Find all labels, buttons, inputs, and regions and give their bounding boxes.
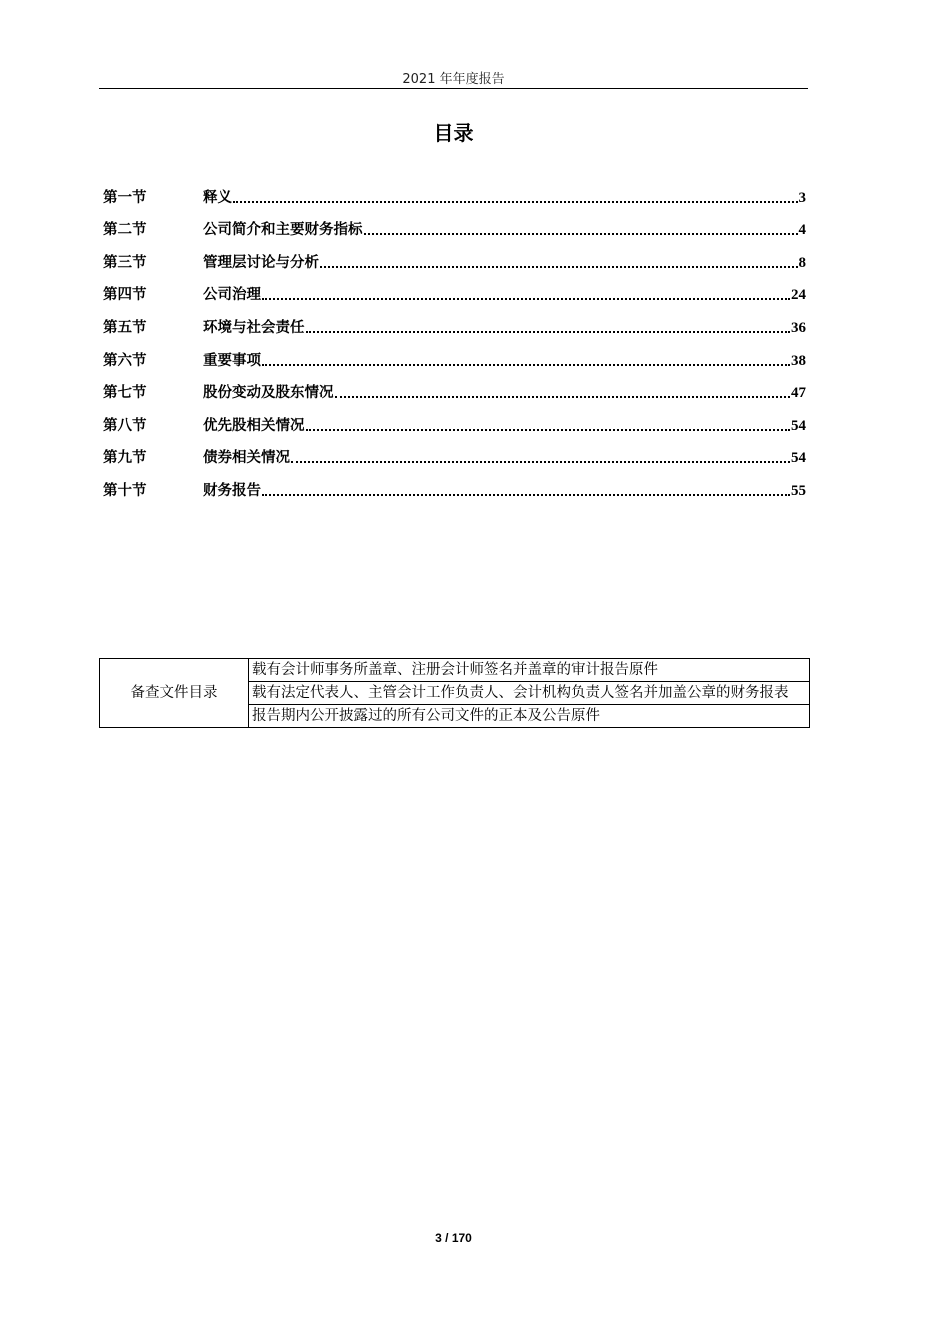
table-of-contents <box>103 174 806 500</box>
toc-page-number: 24 <box>791 287 806 304</box>
toc-section-name: 优先股相关情况 <box>203 417 305 434</box>
toc-page-number: 47 <box>791 385 806 402</box>
toc-entry[interactable] <box>103 402 806 435</box>
page-header-title: 2021 年年度报告 <box>402 72 505 87</box>
toc-section-number: 第五节 <box>103 319 147 336</box>
toc-page-number: 8 <box>798 254 806 271</box>
toc-section-name: 环境与社会责任 <box>203 319 305 336</box>
reference-doc-item: 载有法定代表人、主管会计工作负责人、会计机构负责人签名并加盖公章的财务报表 <box>249 682 810 705</box>
toc-page-number: 54 <box>791 450 806 467</box>
toc-page-number: 54 <box>791 417 806 434</box>
toc-entry[interactable] <box>103 370 806 403</box>
toc-section-number: 第六节 <box>103 352 147 369</box>
toc-entry[interactable] <box>103 239 806 272</box>
toc-leader-dots <box>291 461 790 463</box>
toc-leader-dots <box>306 331 791 333</box>
toc-entry[interactable] <box>103 337 806 370</box>
toc-section-name: 债券相关情况 <box>203 450 290 467</box>
toc-section-name: 公司简介和主要财务指标 <box>203 222 363 239</box>
toc-entry[interactable] <box>103 174 806 207</box>
toc-section-name: 股份变动及股东情况 <box>203 385 334 402</box>
toc-title: 目录 <box>433 121 474 145</box>
toc-section-name: 管理层讨论与分析 <box>203 254 319 271</box>
toc-section-name: 财务报告 <box>203 482 261 499</box>
reference-docs-label: 备查文件目录 <box>100 659 249 728</box>
toc-section-number: 第三节 <box>103 254 147 271</box>
toc-section-number: 第二节 <box>103 222 147 239</box>
toc-page-number: 36 <box>791 319 806 336</box>
toc-entry[interactable] <box>103 467 806 500</box>
toc-leader-dots <box>306 429 791 431</box>
toc-page-number: 55 <box>791 482 806 499</box>
toc-section-name: 重要事项 <box>203 352 261 369</box>
toc-leader-dots <box>262 494 790 496</box>
reference-doc-item: 载有会计师事务所盖章、注册会计师签名并盖章的审计报告原件 <box>249 659 810 682</box>
toc-section-name: 释义 <box>203 189 232 206</box>
reference-doc-item: 报告期内公开披露过的所有公司文件的正本及公告原件 <box>249 705 810 728</box>
toc-leader-dots <box>335 396 791 398</box>
toc-section-name: 公司治理 <box>203 287 261 304</box>
toc-section-number: 第一节 <box>103 189 147 206</box>
toc-page-number: 4 <box>798 222 806 239</box>
reference-documents-table <box>99 658 810 728</box>
toc-leader-dots <box>262 298 790 300</box>
toc-section-number: 第八节 <box>103 417 147 434</box>
toc-page-number: 38 <box>791 352 806 369</box>
toc-section-number: 第四节 <box>103 287 147 304</box>
page-number: 3 / 170 <box>435 1231 472 1245</box>
table-row <box>100 659 810 682</box>
toc-entry[interactable] <box>103 272 806 305</box>
header-divider <box>99 88 808 89</box>
toc-leader-dots <box>320 266 798 268</box>
toc-entry[interactable] <box>103 207 806 240</box>
toc-entry[interactable] <box>103 304 806 337</box>
toc-section-number: 第九节 <box>103 450 147 467</box>
toc-entry[interactable] <box>103 435 806 468</box>
toc-leader-dots <box>364 233 798 235</box>
toc-section-number: 第七节 <box>103 385 147 402</box>
toc-leader-dots <box>233 201 798 203</box>
toc-leader-dots <box>262 364 790 366</box>
toc-page-number: 3 <box>798 189 806 206</box>
toc-section-number: 第十节 <box>103 482 147 499</box>
